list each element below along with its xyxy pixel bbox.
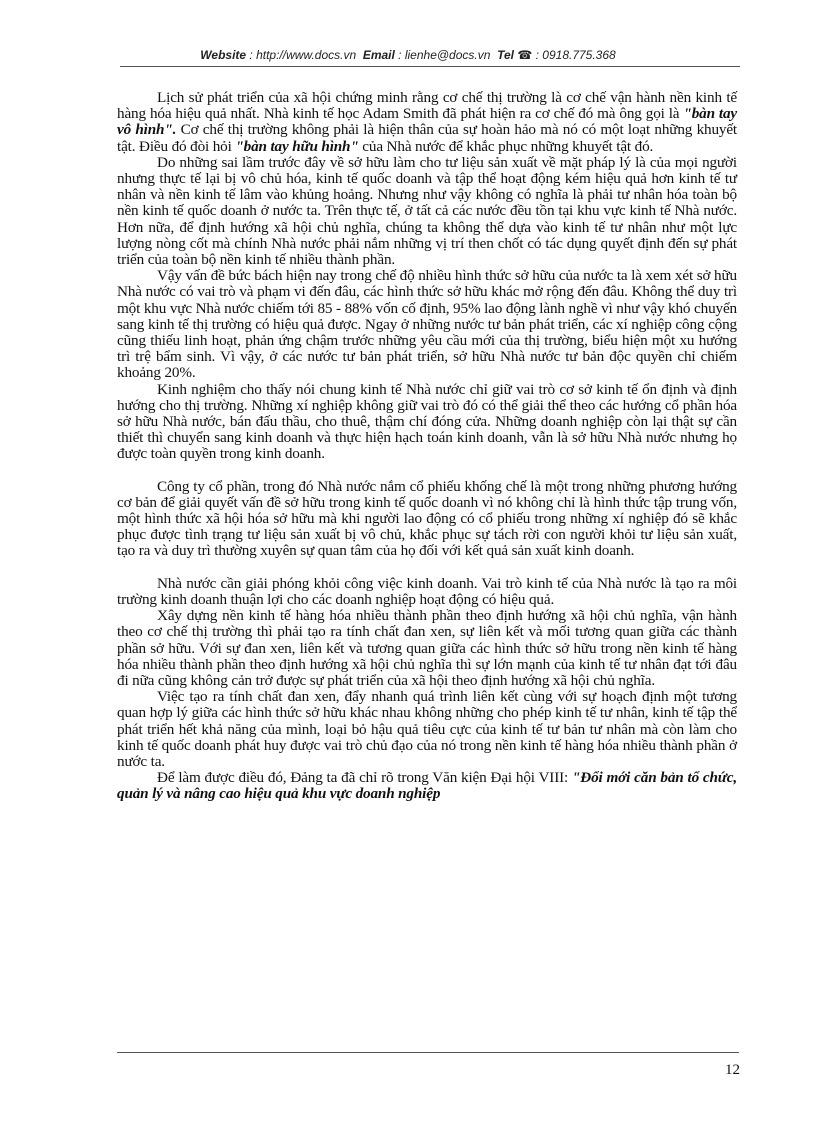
paragraph-6: Nhà nước cần giải phóng khỏi công việc kinh doanh. Vai trò kinh tế của Nhà nước là tạo ra môi trường kinh doanh thuận lợi cho các doanh nghiệp hoạt động có hiệu quả. xyxy=(117,574,737,608)
paragraph-2: Do những sai lầm trước đây về sở hữu làm cho tư liệu sản xuất về mặt pháp lý là của mọi người nhưng thực tế lại bị vô chủ hóa, kinh tế quốc doanh và tập thể hoạt động kém hiệu quả hơn kinh tế tư nhân và nền kinh tế lâm vào khủng hoảng. Nhưng như vậy không có nghĩa là phải tư nhân hóa toàn bộ nền kinh tế quốc doanh ở nước ta. Trên thực tế, ở tất cả các nước đều tồn tại khu vực kinh tế Nhà nước. Hơn nữa, để định hướng xã hội chủ nghĩa, chúng ta không thể dựa vào kinh tế tư nhân như một lực lượng nòng cốt mà chính Nhà nước phải nắm những vị trí then chốt có tác dụng quyết định đến sự phát triển của toàn bộ nền kinh tế nhiều thành phần. xyxy=(117,153,737,269)
tel-number: : 0918.775.368 xyxy=(535,48,616,62)
email-address: : lienhe@docs.vn xyxy=(398,48,491,62)
page-number: 12 xyxy=(725,1062,740,1078)
email-label: Email xyxy=(362,48,395,62)
document-body xyxy=(117,90,737,803)
paragraph-5: Công ty cổ phần, trong đó Nhà nước nắm cổ phiếu khống chế là một trong những phương hướng cơ bản để giải quyết vấn đề sở hữu trong kinh tế quốc doanh vì nó không chỉ là hình thức tập trung vốn, một hình thức xã hội hóa sở hữu mà khi người lao động có cổ phiếu trong những xí nghiệp đó sẽ khắc phục được tình trạng tư liệu sản xuất bị vô chủ, khắc phục sự tách rời con người khỏi tư liệu sản xuất, tạo ra và duy trì thường xuyên sự quan tâm của họ đối với kết quả sản xuất kinh doanh. xyxy=(117,477,737,560)
phone-icon: ☎ xyxy=(517,48,533,62)
footer-divider xyxy=(117,1052,739,1053)
paragraph-7: Xây dựng nền kinh tế hàng hóa nhiều thành phần theo định hướng xã hội chủ nghĩa, vận hành theo cơ chế thị trường thì phải tạo ra tính chất đan xen, sự liên kết và mối tương quan giữa các thành phần sở hữu. Với sự đan xen, liên kết và tương quan giữa các hình thức sở hữu trong nền kinh tế hàng hóa nhiều thành phần theo định hướng xã hội chủ nghĩa thì sự lớn mạnh của kinh tế tư nhân đạt tới đâu đi nữa cũng không cản trở được sự phát triển của xã hội theo định hướng xã hội chủ nghĩa. xyxy=(117,607,737,689)
website-label: Website xyxy=(200,48,247,62)
paragraph-3: Vậy vấn đề bức bách hiện nay trong chế độ nhiều hình thức sở hữu của nước ta là xem xét sở hữu Nhà nước có vai trò và phạm vi đến đâu, các hình thức sở hữu khác mở rộng đến đâu. Không thể duy trì một khu vực Nhà nước chiếm tới 85 - 88% vốn cố định, 95% lao động lành nghề vì như vậy khó chuyển sang kinh tế thị trường có hiệu quả được. Ngay ở những nước tư bản phát triển, các xí nghiệp công cộng cũng thiếu linh hoạt, phản ứng chậm trước những yêu cầu mới của thị trường, biểu hiện một xu hướng trì trệ bẩm sinh. Vì vậy, ở các nước tư bản phát triển, sở hữu Nhà nước tư bản độc quyền chỉ chiếm khoảng 20%. xyxy=(117,267,737,382)
paragraph-9: Để làm được điều đó, Đảng ta đã chỉ rõ trong Văn kiện Đại hội VIII: "Đổi mới căn bản tổ chức, quản lý và nâng cao hiệu quả khu vực doanh nghiệp xyxy=(117,769,737,803)
header-divider xyxy=(120,66,740,67)
paragraph-4: Kinh nghiệm cho thấy nói chung kinh tế Nhà nước chỉ giữ vai trò cơ sở kinh tế ổn định và định hướng cho thị trường. Những xí nghiệp không giữ vai trò đó có thể giải thể theo các hướng cổ phần hóa sở hữu Nhà nước, bán đấu thầu, cho thuê, thậm chí đóng cửa. Những doanh nghiệp còn lại thật sự cần thiết thì chuyển sang kinh doanh và thực hiện hạch toán kinh doanh, vẫn là sở hữu Nhà nước nhưng họ được toàn quyền trong kinh doanh. xyxy=(117,380,737,463)
website-url: : http://www.docs.vn xyxy=(249,48,357,62)
paragraph-8: Việc tạo ra tính chất đan xen, đẩy nhanh quá trình liên kết cùng với sự hoạch định một tương quan hợp lý giữa các hình thức sở hữu khác nhau không những cho phép kinh tế tư nhân, kinh tế tập thể phát triển hết khả năng của mình, loại bỏ hậu quả tiêu cực của kinh tế tư bản tư nhân mà còn làm cho kinh tế quốc doanh phát huy được vai trò chủ đạo của nó trong nền kinh tế hàng hóa nhiều thành phần ở nước ta. xyxy=(117,688,737,770)
tel-label: Tel xyxy=(497,48,514,62)
page-header xyxy=(0,48,816,62)
paragraph-1: Lịch sử phát triển của xã hội chứng minh rằng cơ chế thị trường là cơ chế vận hành nền kinh tế hàng hóa hiệu quả nhất. Nhà kinh tế học Adam Smith đã phát hiện ra cơ chế đó mà ông gọi là "bàn tay vô hình". Cơ chế thị trường không phải là hiện thân của sự hoàn hảo mà nó có một loạt những khuyết tật. Điều đó đòi hỏi "bàn tay hữu hình" của Nhà nước để khắc phục những khuyết tật đó. xyxy=(117,89,738,155)
